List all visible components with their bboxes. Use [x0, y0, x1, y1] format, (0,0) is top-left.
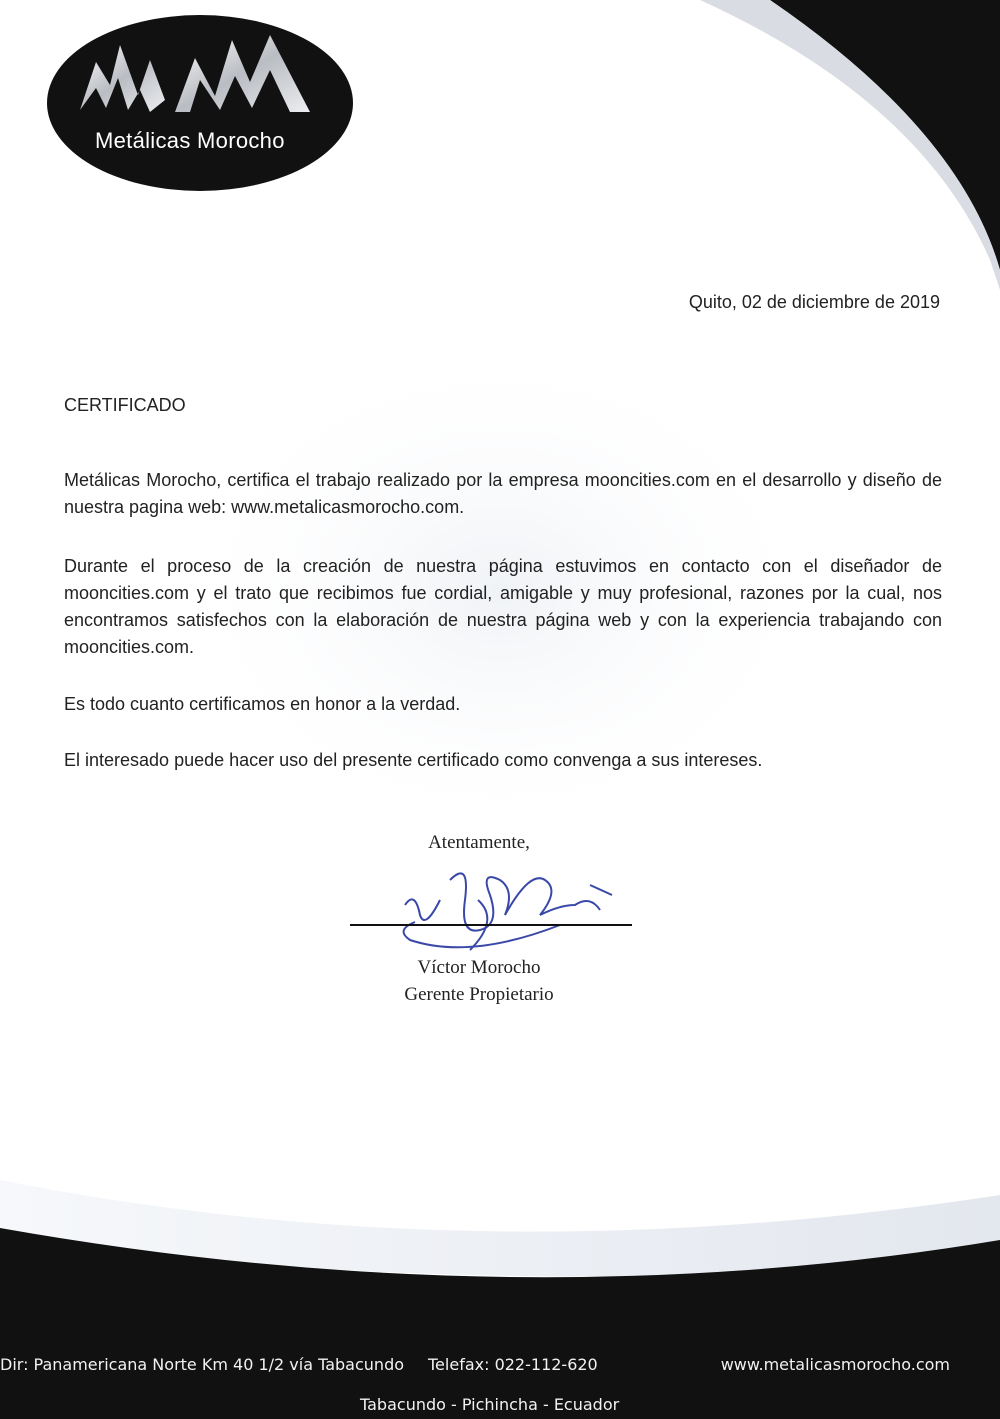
- body-paragraph-1: Metálicas Morocho, certifica el trabajo realizado por la empresa mooncities.com en el desarrollo y diseño de nuestra pagina web: www.metalicasmorocho.com.: [64, 470, 942, 517]
- signatory-name: Víctor Morocho: [417, 957, 541, 978]
- body-paragraph-4: El interesado puede hacer uso del presente certificado como convenga a sus intereses.: [64, 750, 763, 770]
- footer-location: Tabacundo - Pichincha - Ecuador: [360, 1395, 620, 1414]
- handwritten-signature: [404, 873, 612, 950]
- closing-text: Atentamente,: [428, 832, 530, 853]
- footer-phone: Telefax: 022-112-620: [428, 1355, 598, 1374]
- logo-company-name: Metálicas Morocho: [95, 128, 285, 153]
- body-paragraph-2: Durante el proceso de la creación de nuestra página estuvimos en contacto con el diseñador de mooncities.com y el trato que recibimos fue cordial, amigable y muy profesional, razones por la cual, nos encontramos satisfechos con la elaboración de nuestra página web y con la experiencia trabajando con mooncities.com.: [64, 556, 942, 657]
- letter-date: Quito, 02 de diciembre de 2019: [688, 292, 940, 312]
- footer-website: www.metalicasmorocho.com: [720, 1355, 950, 1374]
- signatory-title: Gerente Propietario: [404, 984, 554, 1005]
- body-paragraph-3: Es todo cuanto certificamos en honor a la verdad.: [64, 694, 461, 714]
- company-logo: [47, 15, 353, 191]
- document-heading: CERTIFICADO: [64, 395, 186, 415]
- footer-address: Dir: Panamericana Norte Km 40 1/2 vía Tabacundo: [0, 1355, 405, 1374]
